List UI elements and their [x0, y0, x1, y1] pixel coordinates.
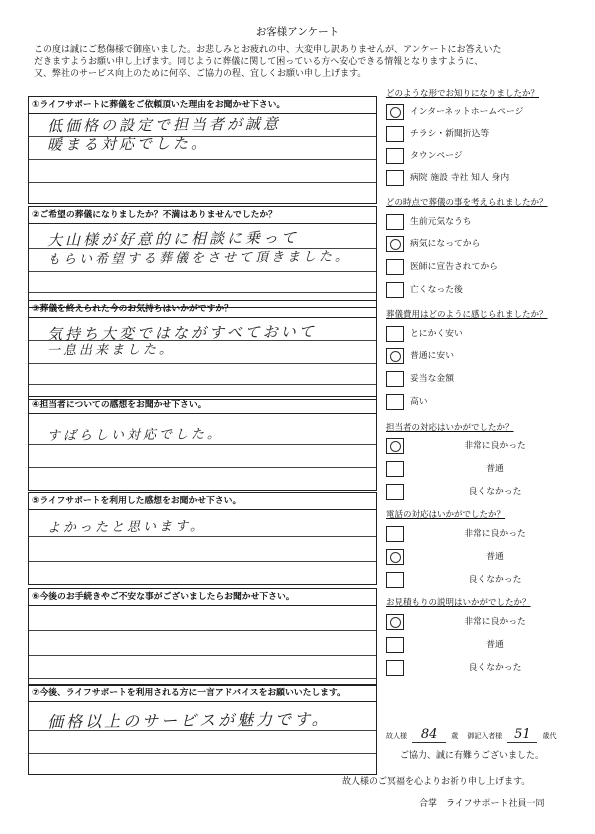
question-box-7 — [28, 684, 377, 775]
option-checkbox[interactable] — [386, 214, 404, 230]
question-label: ⑥今後のお手続きやご不安な事がございましたらお聞かせ下さい。 — [29, 589, 376, 606]
answer-line[interactable] — [29, 414, 376, 445]
intro-line: この度は誠にご愁傷様で御座いました。お悲しみとお疲れの中、大変申し訳ありませんが、アンケートにお答えいた — [34, 45, 502, 55]
answer-line[interactable] — [29, 134, 376, 160]
question-label: ④担当者についての感想をお聞かせ下さい。 — [29, 397, 376, 414]
question-box-5 — [28, 492, 377, 585]
answer-line[interactable] — [29, 537, 376, 562]
option-checkbox[interactable] — [386, 637, 404, 653]
deceased-label: 故人様 — [386, 732, 407, 740]
side-question-title: どの時点で葬儀の事を考えられましたか？ — [386, 198, 548, 208]
answer-line[interactable] — [29, 702, 376, 731]
handwritten-answer: 暖まる対応でした。 — [46, 134, 210, 154]
option-checkbox[interactable] — [386, 394, 404, 410]
answer-line[interactable] — [29, 272, 376, 293]
answer-line[interactable] — [29, 606, 376, 631]
side-question-title: お見積もりの説明はいかがでしたか？ — [386, 598, 531, 608]
answer-line[interactable] — [29, 562, 376, 584]
question-label: ①ライフサポートに葬儀をご依頼頂いた理由をお聞かせ下さい。 — [29, 97, 376, 114]
question-label: ②ご希望の葬儀になりましたか？不満はありませんでしたか？ — [29, 207, 376, 224]
answer-line[interactable] — [29, 318, 376, 344]
answer-line[interactable] — [29, 754, 376, 774]
answer-line[interactable] — [29, 631, 376, 656]
handwritten-answer: 一息出来ました。 — [46, 342, 176, 359]
option-checkbox[interactable] — [386, 461, 404, 477]
side-question-title: 担当者の対応はいかがでしたか？ — [386, 423, 514, 433]
question-box-6 — [28, 588, 377, 686]
handwritten-answer: 価格以上のサービスが魅力です。 — [46, 709, 331, 732]
handwritten-answer: 気持ち大変ではながすべておいて — [46, 322, 317, 344]
answer-line[interactable] — [29, 510, 376, 537]
option-checkbox[interactable] — [386, 259, 404, 275]
option-checkbox[interactable] — [386, 236, 404, 252]
handwritten-answer: もらい希望する葬儀をさせて頂きました。 — [46, 249, 352, 268]
option-label: 普通に安い — [410, 351, 454, 361]
intro-line: 又、弊社のサービス向上のために何卒、ご協力の程、宜しくお願い申し上げます。 — [34, 69, 367, 79]
option-checkbox[interactable] — [386, 438, 404, 454]
option-label: 普通 — [486, 464, 504, 474]
option-label: 良くなかった — [468, 575, 522, 585]
answer-line[interactable] — [29, 445, 376, 468]
side-question-title: 電話の対応はいかがでしたか？ — [386, 510, 506, 520]
selected-circle-icon — [390, 351, 401, 362]
option-checkbox[interactable] — [386, 549, 404, 565]
option-checkbox[interactable] — [386, 170, 404, 186]
option-label: 生前元気なうち — [410, 217, 472, 227]
option-checkbox[interactable] — [386, 614, 404, 630]
writer-age-field[interactable]: 51 — [507, 727, 537, 743]
answer-line[interactable] — [29, 341, 376, 364]
intro-line: だきますようお願い申し上げます。同じように葬儀に関して困っている方へ安心できる情報となりますように、 — [34, 57, 484, 67]
option-checkbox[interactable] — [386, 104, 404, 120]
option-label: 非常に良かった — [464, 441, 526, 451]
option-checkbox[interactable] — [386, 148, 404, 164]
selected-circle-icon — [390, 239, 401, 250]
option-label: 病院 施設 寺社 知人 身内 — [410, 173, 510, 183]
question-label: ⑤ライフサポートを利用した感想をお聞かせ下さい。 — [29, 493, 376, 510]
option-label: 良くなかった — [468, 663, 522, 673]
option-label: タウンページ — [410, 151, 463, 161]
answer-line[interactable] — [29, 468, 376, 490]
option-label: インターネットホームページ — [410, 107, 524, 117]
option-label: 医師に宣告されてから — [410, 262, 498, 272]
selected-circle-icon — [390, 552, 401, 563]
selected-circle-icon — [390, 441, 401, 452]
handwritten-answer: すばらしい対応でした。 — [46, 427, 224, 444]
option-label: 非常に良かった — [464, 529, 526, 539]
handwritten-answer: 低価格の設定で担当者が誠意 — [46, 114, 282, 136]
option-checkbox[interactable] — [386, 371, 404, 387]
option-label: 妥当な金額 — [410, 374, 454, 384]
option-checkbox[interactable] — [386, 326, 404, 342]
option-label: 非常に良かった — [464, 617, 526, 627]
signature-text: 合掌 ライフサポート社員一同 — [419, 799, 545, 809]
handwritten-answer: 大山様が好意的に相談に乗って — [46, 228, 300, 250]
option-label: 普通 — [486, 640, 504, 650]
option-checkbox[interactable] — [386, 126, 404, 142]
option-checkbox[interactable] — [386, 660, 404, 676]
writer-label: 御記入者様 — [467, 732, 503, 740]
side-question-title: 葬儀費用はどのように感じられましたか？ — [386, 310, 548, 320]
selected-circle-icon — [390, 617, 401, 628]
answer-line[interactable] — [29, 249, 376, 272]
question-box-2 — [28, 206, 377, 308]
answer-line[interactable] — [29, 160, 376, 183]
prayer-text: 故人様のご冥福を心よりお祈り申し上げます。 — [342, 777, 531, 787]
age-unit: 歳 — [451, 732, 459, 740]
answer-line[interactable] — [29, 183, 376, 203]
option-checkbox[interactable] — [386, 282, 404, 298]
option-label: とにかく安い — [410, 329, 463, 339]
option-label: 良くなかった — [468, 487, 522, 497]
option-checkbox[interactable] — [386, 348, 404, 364]
option-checkbox[interactable] — [386, 526, 404, 542]
option-label: 亡くなった後 — [410, 285, 463, 295]
answer-line[interactable] — [29, 731, 376, 754]
thanks-text: ご協力、誠に有難うございました。 — [400, 751, 545, 761]
writer-age-unit: 歳代 — [542, 732, 557, 740]
option-label: 病気になってから — [410, 239, 481, 249]
survey-title: お客様アンケート — [255, 26, 340, 38]
question-label: ⑦今後、ライフサポートを利用される方に一言アドバイスをお願いいたします。 — [29, 685, 376, 702]
option-label: チラシ・新聞折込等 — [410, 129, 490, 139]
question-box-4 — [28, 396, 377, 491]
age-fields — [386, 723, 556, 743]
intro-text — [34, 44, 574, 80]
option-label: 高い — [410, 397, 428, 407]
question-box-1 — [28, 96, 377, 204]
question-label: ③葬儀を終えられた今のお気持ちはいかがですか？ — [29, 301, 376, 318]
handwritten-answer: よかったと思います。 — [46, 519, 207, 536]
option-checkbox[interactable] — [386, 484, 404, 500]
selected-circle-icon — [390, 107, 401, 118]
answer-line[interactable] — [29, 656, 376, 679]
question-box-3 — [28, 300, 377, 400]
option-label: 普通 — [486, 552, 504, 562]
deceased-age-field[interactable]: 84 — [412, 727, 446, 743]
side-question-title: どのような形でお知りになりましたか？ — [386, 89, 540, 99]
option-checkbox[interactable] — [386, 572, 404, 588]
answer-line[interactable] — [29, 364, 376, 385]
